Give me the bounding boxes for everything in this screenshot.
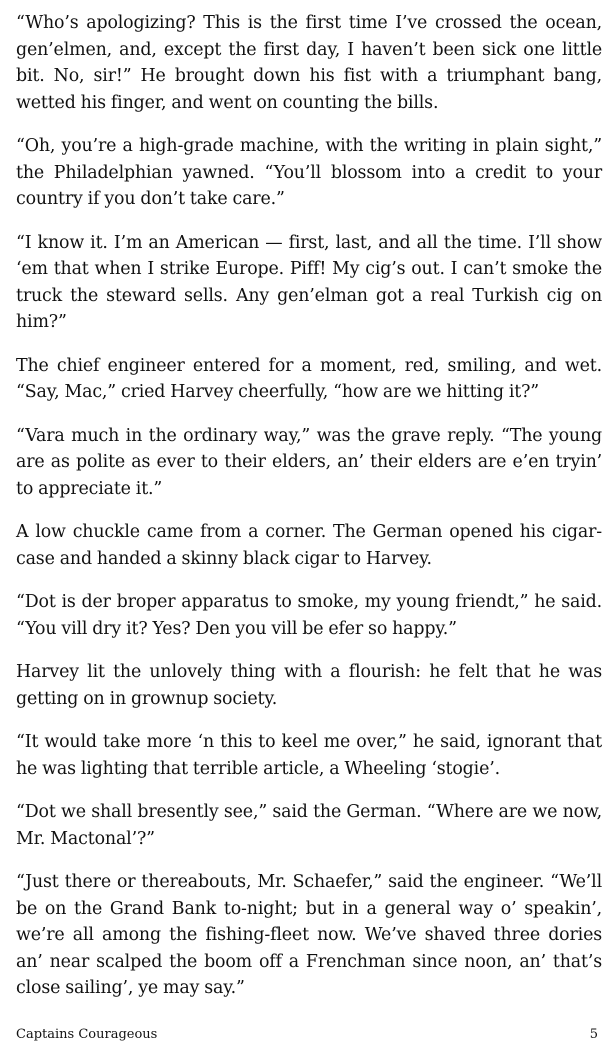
paragraph-6: A low chuckle came from a corner. The German opened his cigar-case and handed a skinny black cigar to Harvey. bbox=[16, 522, 602, 569]
page-body-text bbox=[16, 10, 602, 1019]
paragraph-4: The chief engineer entered for a moment, red, smiling, and wet. “Say, Mac,” cried Harvey cheerfully, “how are we hitting it?” bbox=[16, 355, 602, 402]
paragraph-7: “Dot is der broper apparatus to smoke, my young friendt,” he said. “You vill dry it? Yes? Den you vill be efer so happy.” bbox=[16, 592, 602, 639]
paragraph-11: “Just there or thereabouts, Mr. Schaefer,” said the engineer. “We’ll be on the Grand Bank to-night; but in a general way o’ speakin’, we’re all among the fishing-fleet now. We’ve shaved three dories an’ near scalped the boom off a Frenchman since noon, an’ that’s close sailing’, ye may say.” bbox=[16, 872, 602, 998]
footer-page-number: 5 bbox=[589, 1026, 598, 1042]
footer-book-title: Captains Courageous bbox=[16, 1026, 158, 1042]
page-footer bbox=[16, 1023, 598, 1045]
paragraph-2: “Oh, you’re a high-grade machine, with the writing in plain sight,” the Philadelphian yawned. “You’ll blossom into a credit to your country if you don’t take care.” bbox=[16, 136, 602, 209]
paragraph-5: “Vara much in the ordinary way,” was the grave reply. “The young are as polite as ever to their elders, an’ their elders are e’en tryin’ to appreciate it.” bbox=[16, 425, 602, 499]
paragraph-10: “Dot we shall bresently see,” said the German. “Where are we now, Mr. Mactonal’?” bbox=[16, 802, 602, 849]
paragraph-8: Harvey lit the unlovely thing with a flourish: he felt that he was getting on in grownup society. bbox=[16, 662, 602, 709]
paragraph-3: “I know it. I’m an American — first, last, and all the time. I’ll show ‘em that when I strike Europe. Piff! My cig’s out. I can’t smoke the truck the steward sells. Any gen’elman got a real Turkish cig on him?” bbox=[16, 232, 602, 332]
paragraph-1: “Who’s apologizing? This is the first time I’ve crossed the ocean, gen’elmen, and, except the first day, I haven’t been sick one little bit. No, sir!” He brought down his fist with a triumphant bang, wetted his finger, and went on counting the bills. bbox=[16, 13, 602, 113]
paragraph-9: “It would take more ‘n this to keel me over,” he said, ignorant that he was lighting that terrible article, a Wheeling ‘stogie’. bbox=[16, 732, 602, 779]
